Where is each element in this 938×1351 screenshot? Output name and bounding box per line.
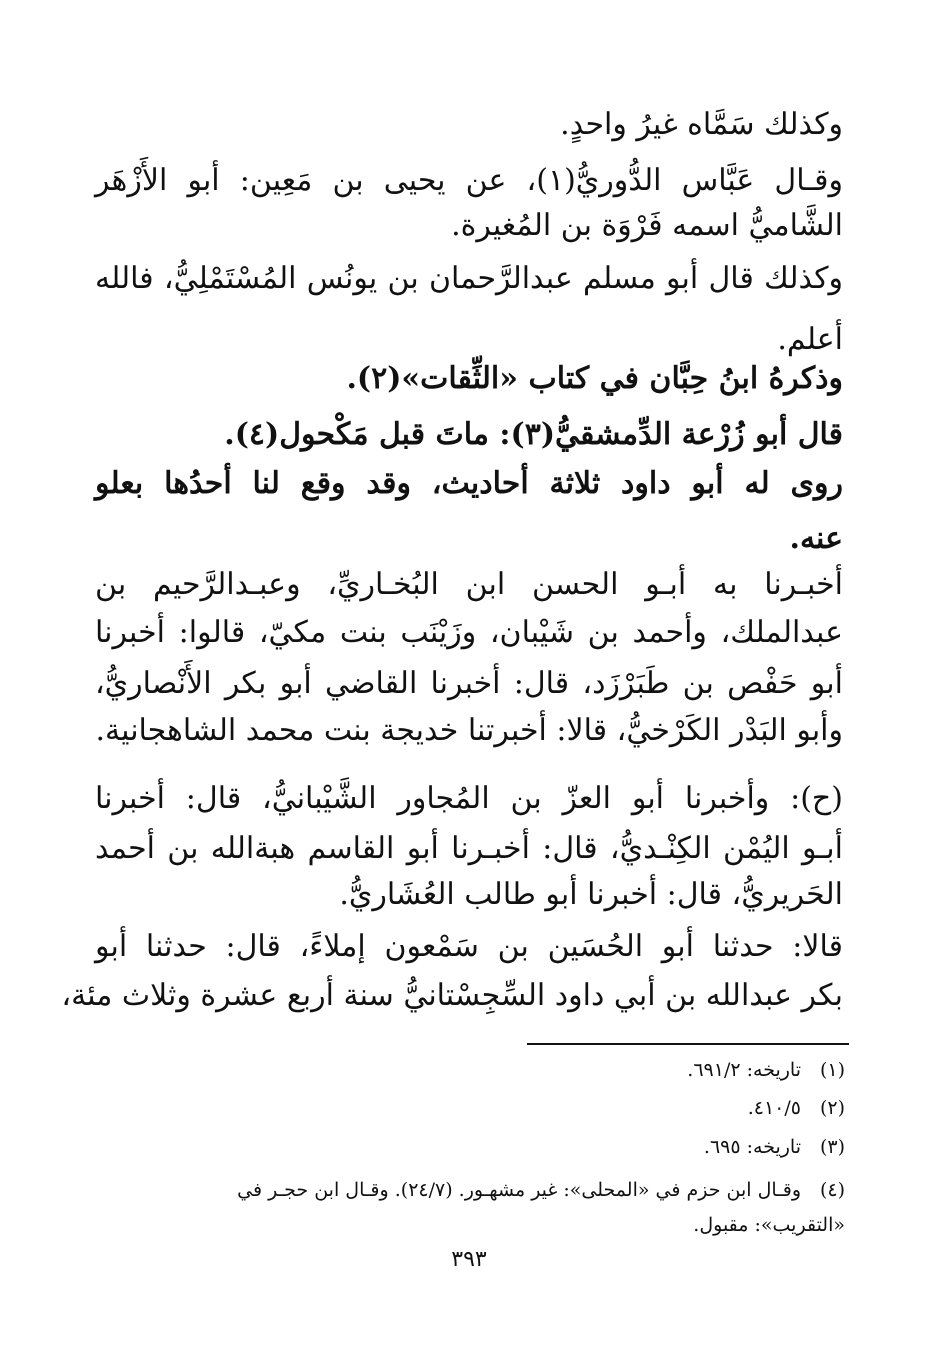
body-line: وكذلك سَمَّاه غيرُ واحدٍ. [560,107,843,142]
body-line: أعلم. [777,322,843,357]
body-line: وكذلك قال أبو مسلم عبدالرَّحمان بن يونُس المُسْتَمْلِيُّ، فالله [95,261,843,296]
page-number: ٣٩٣ [451,1247,487,1272]
body-line: وقـال عَبَّاس الدُّوريُّ(١)، عن يحيى بن مَعِين: أبو الأَزْهَر [95,163,843,198]
body-line: وذكرهُ ابنُ حِبَّان في كتاب «الثِّقات»(٢). [346,361,843,396]
footnote-number: (٢) [819,1097,845,1119]
footnote [150,1094,845,1122]
body-line: الحَريريُّ، قال: أخبرنا أبو طالب العُشَاريُّ. [339,877,843,912]
body-line: قالا: حدثنا أبو الحُسَين بن سَمْعون إملاءً، قال: حدثنا أبو [95,929,843,964]
body-line: أبو حَفْص بن طَبَرْزَد، قال: أخبرنا القاضي أبو بكر الأَنْصاريُّ، [95,666,843,701]
body-line: (ح): وأخبرنا أبو العزّ بن المُجاور الشَّيْبانيُّ، قال: أخبرنا [95,781,843,816]
footnote-text: «التقريب»: مقبول. [693,1214,845,1236]
body-line: عبدالملك، وأحمد بن شَيْبان، وزَيْنَب بنت مكيّ، قالوا: أخبرنا [95,615,843,650]
footnote-text: وقـال ابن حزم في «المحلى»: غير مشهـور. (٢٤/٧). وقـال ابن حجـر في [237,1179,801,1201]
body-line: بكر عبدالله بن أبي داود السِّجِسْتانيُّ سنة أربع عشرة وثلاث مئة، [61,978,843,1013]
footnote [150,1176,845,1204]
body-line: قال أبو زُرْعة الدِّمشقيُّ(٣): ماتَ قبل مَكْحول(٤). [224,417,843,452]
body-line: أخبـرنا به أبـو الحسن ابن البُخـاريِّ، وعبـدالرَّحيم بن [95,567,843,602]
footnote-text: ٤١٠/٥. [747,1097,801,1119]
footnote-separator [527,1043,849,1045]
footnote-continuation [150,1211,845,1239]
footnote-number: (٤) [819,1179,845,1201]
body-line: روى له أبو داود ثلاثة أحاديث، وقد وقع لنا أحدُها بعلو [95,466,843,501]
footnote-number: (١) [819,1059,845,1081]
body-line: الشَّاميُّ اسمه فَرْوَة بن المُغيرة. [451,208,843,243]
footnote-number: (٣) [819,1136,845,1158]
body-line: عنه. [789,521,843,556]
body-line: أبـو اليُمْن الكِنْـديُّ، قال: أخبـرنا أبو القاسم هبةالله بن أحمد [95,831,843,866]
footnote [150,1133,845,1161]
footnote-text: تاريخه: ٦٩١/٢. [687,1059,801,1081]
footnote [150,1056,845,1084]
body-line: وأبو البَدْر الكَرْخيُّ، قالا: أخبرتنا خديجة بنت محمد الشاهجانية. [95,713,843,748]
footnote-text: تاريخه: ٦٩٥. [703,1136,801,1158]
